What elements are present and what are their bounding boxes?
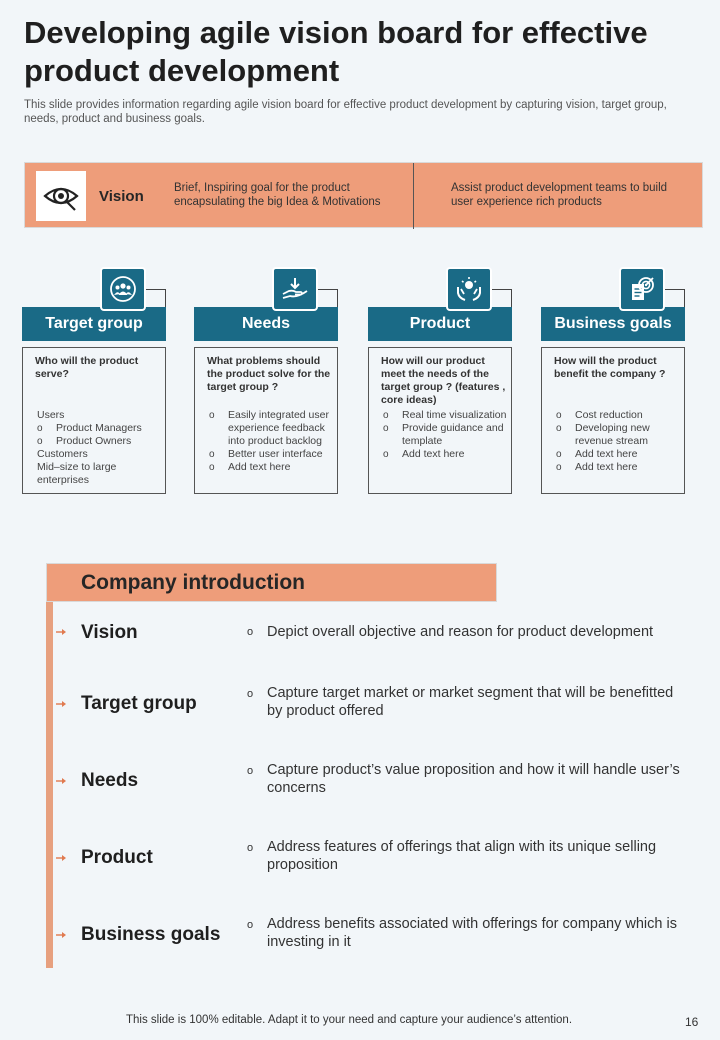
vision-label: Vision xyxy=(99,188,144,205)
vision-bar xyxy=(24,162,703,228)
bullet-icon: o xyxy=(247,688,254,700)
bullet-icon: o xyxy=(247,765,254,777)
footer-note: This slide is 100% editable. Adapt it to your need and capture your audience’s attention. xyxy=(126,1014,573,1026)
card-body xyxy=(541,347,685,494)
list-item: o Product Managers xyxy=(37,422,163,435)
card-question: How will the product benefit the company ? xyxy=(554,355,666,380)
card-body xyxy=(22,347,166,494)
card-title: Target group xyxy=(22,307,166,341)
card-body xyxy=(368,347,512,494)
list-item: o Product Owners xyxy=(37,435,163,448)
list-item: o Provide guidance and template xyxy=(383,422,509,448)
row-text: Capture product’s value proposition and how it will handle user’s concerns xyxy=(267,762,680,796)
list-item: o Cost reduction xyxy=(556,409,682,422)
company-intro-heading: Company introduction xyxy=(81,571,305,594)
bullet-icon: o xyxy=(247,919,254,931)
hand-arrow-icon xyxy=(272,267,318,311)
page-title: Developing agile vision board for effective product development xyxy=(24,15,648,88)
list-item: o Better user interface xyxy=(209,448,335,461)
list-item: o Add text here xyxy=(383,448,509,461)
list-item: Mid–size to large enterprises xyxy=(37,461,117,486)
row-label: Vision xyxy=(81,622,138,643)
arrow-right-icon xyxy=(56,930,68,940)
page-number: 16 xyxy=(685,1015,699,1029)
list-item: o Add text here xyxy=(556,448,682,461)
list-item: o Developing new revenue stream xyxy=(556,422,682,448)
row-label: Product xyxy=(81,847,153,868)
arrow-right-icon xyxy=(56,853,68,863)
target-document-icon xyxy=(619,267,665,311)
eye-icon xyxy=(36,171,86,221)
list-item: o Add text here xyxy=(209,461,335,474)
arrow-right-icon xyxy=(56,699,68,709)
arrow-right-icon xyxy=(56,627,68,637)
card-question: What problems should the product solve for the target group ? xyxy=(207,355,331,393)
page-subtitle: This slide provides information regarding agile vision board for effective product development by capturing vision, target group, needs, product and business goals. xyxy=(24,99,667,125)
card-title: Needs xyxy=(194,307,338,341)
card-list xyxy=(383,409,509,461)
list-item: Users xyxy=(37,409,65,421)
row-label: Target group xyxy=(81,693,197,714)
bullet-icon: o xyxy=(247,626,254,638)
list-item: Customers xyxy=(37,448,88,460)
arrow-right-icon xyxy=(56,776,68,786)
company-intro-timeline xyxy=(46,563,53,968)
row-label: Business goals xyxy=(81,924,221,945)
card-target-group xyxy=(22,267,166,495)
card-business-goals xyxy=(541,267,685,495)
card-list xyxy=(209,409,335,474)
row-text: Address benefits associated with offerings for company which is investing in it xyxy=(267,916,677,950)
vision-goal: Assist product development teams to build user experience rich products xyxy=(451,182,668,208)
vision-divider xyxy=(413,163,414,229)
group-icon xyxy=(100,267,146,311)
card-needs xyxy=(194,267,338,495)
hands-idea-icon xyxy=(446,267,492,311)
row-label: Needs xyxy=(81,770,139,791)
card-list xyxy=(37,409,163,487)
list-item: o Add text here xyxy=(556,461,682,474)
card-question: How will our product meet the needs of the target group ? (features , core ideas) xyxy=(381,355,506,406)
card-title: Product xyxy=(368,307,512,341)
card-question: Who will the product serve? xyxy=(35,355,139,380)
row-text: Capture target market or market segment that will be benefitted by product offered xyxy=(267,685,674,719)
card-list xyxy=(556,409,682,474)
vision-description: Brief, Inspiring goal for the product encapsulating the big Idea & Motivations xyxy=(174,182,381,208)
row-text: Depict overall objective and reason for product development xyxy=(267,624,654,640)
bullet-icon: o xyxy=(247,842,254,854)
card-product xyxy=(368,267,512,495)
company-intro-header xyxy=(46,563,497,602)
card-title: Business goals xyxy=(541,307,685,341)
list-item: o Easily integrated user experience feedback into product backlog xyxy=(209,409,335,448)
row-text: Address features of offerings that align with its unique selling proposition xyxy=(267,839,657,873)
card-body xyxy=(194,347,338,494)
list-item: o Real time visualization xyxy=(383,409,509,422)
